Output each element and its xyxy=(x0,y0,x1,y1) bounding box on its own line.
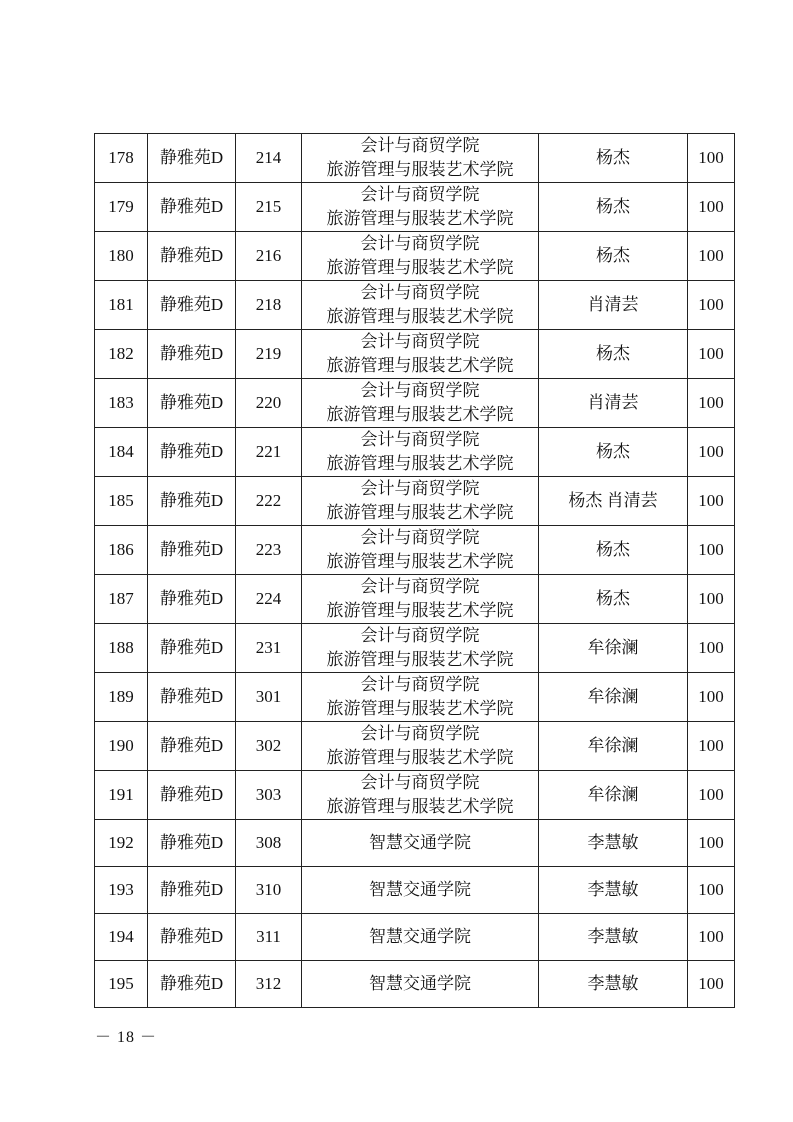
cell-person: 李慧敏 xyxy=(539,867,688,914)
cell-department xyxy=(302,379,539,428)
cell-department xyxy=(302,673,539,722)
cell-score: 100 xyxy=(688,624,735,673)
cell-department xyxy=(302,330,539,379)
cell-building: 静雅苑D xyxy=(148,379,236,428)
cell-room: 222 xyxy=(236,477,302,526)
table-row xyxy=(95,428,735,477)
cell-room: 214 xyxy=(236,134,302,183)
department-line: 旅游管理与服装艺术学院 xyxy=(326,650,514,669)
cell-person: 杨杰 xyxy=(539,575,688,624)
cell-score: 100 xyxy=(688,477,735,526)
cell-room: 221 xyxy=(236,428,302,477)
cell-number: 192 xyxy=(95,820,148,867)
table-body xyxy=(95,134,735,1008)
cell-score: 100 xyxy=(688,183,735,232)
cell-building: 静雅苑D xyxy=(148,526,236,575)
table-row xyxy=(95,914,735,961)
table-row xyxy=(95,232,735,281)
cell-department xyxy=(302,914,539,961)
table-row xyxy=(95,477,735,526)
cell-room: 223 xyxy=(236,526,302,575)
cell-person: 牟徐澜 xyxy=(539,624,688,673)
cell-person: 肖清芸 xyxy=(539,281,688,330)
department-line: 智慧交通学院 xyxy=(369,974,471,993)
cell-person: 李慧敏 xyxy=(539,961,688,1008)
cell-room: 310 xyxy=(236,867,302,914)
cell-building: 静雅苑D xyxy=(148,575,236,624)
cell-department xyxy=(302,820,539,867)
cell-room: 220 xyxy=(236,379,302,428)
department-line: 旅游管理与服装艺术学院 xyxy=(326,503,514,522)
department-line: 会计与商贸学院 xyxy=(360,332,480,351)
cell-number: 190 xyxy=(95,722,148,771)
table-row xyxy=(95,134,735,183)
cell-building: 静雅苑D xyxy=(148,183,236,232)
cell-number: 183 xyxy=(95,379,148,428)
cell-person: 牟徐澜 xyxy=(539,722,688,771)
department-line: 会计与商贸学院 xyxy=(360,577,480,596)
table-row xyxy=(95,722,735,771)
cell-score: 100 xyxy=(688,281,735,330)
cell-number: 188 xyxy=(95,624,148,673)
cell-number: 186 xyxy=(95,526,148,575)
cell-number: 194 xyxy=(95,914,148,961)
cell-person: 李慧敏 xyxy=(539,820,688,867)
cell-department xyxy=(302,428,539,477)
department-line: 旅游管理与服装艺术学院 xyxy=(326,699,514,718)
department-line: 会计与商贸学院 xyxy=(360,479,480,498)
cell-person: 杨杰 xyxy=(539,428,688,477)
cell-number: 189 xyxy=(95,673,148,722)
cell-score: 100 xyxy=(688,379,735,428)
department-line: 会计与商贸学院 xyxy=(360,626,480,645)
cell-score: 100 xyxy=(688,914,735,961)
cell-score: 100 xyxy=(688,820,735,867)
table-row xyxy=(95,330,735,379)
cell-room: 218 xyxy=(236,281,302,330)
cell-score: 100 xyxy=(688,771,735,820)
table-row xyxy=(95,961,735,1008)
cell-number: 191 xyxy=(95,771,148,820)
cell-room: 231 xyxy=(236,624,302,673)
cell-number: 181 xyxy=(95,281,148,330)
table-row xyxy=(95,526,735,575)
cell-department xyxy=(302,961,539,1008)
cell-number: 187 xyxy=(95,575,148,624)
cell-person: 杨杰 肖清芸 xyxy=(539,477,688,526)
cell-building: 静雅苑D xyxy=(148,961,236,1008)
cell-room: 312 xyxy=(236,961,302,1008)
cell-building: 静雅苑D xyxy=(148,771,236,820)
cell-room: 311 xyxy=(236,914,302,961)
cell-department xyxy=(302,771,539,820)
department-line: 智慧交通学院 xyxy=(369,880,471,899)
cell-person: 李慧敏 xyxy=(539,914,688,961)
page-number: － 18 － xyxy=(95,1029,158,1046)
cell-building: 静雅苑D xyxy=(148,673,236,722)
department-line: 旅游管理与服装艺术学院 xyxy=(326,454,514,473)
table-row xyxy=(95,183,735,232)
cell-department xyxy=(302,232,539,281)
department-line: 旅游管理与服装艺术学院 xyxy=(326,258,514,277)
cell-department xyxy=(302,183,539,232)
table-row xyxy=(95,624,735,673)
cell-score: 100 xyxy=(688,134,735,183)
department-line: 会计与商贸学院 xyxy=(360,234,480,253)
cell-department xyxy=(302,477,539,526)
department-line: 智慧交通学院 xyxy=(369,833,471,852)
cell-room: 219 xyxy=(236,330,302,379)
cell-building: 静雅苑D xyxy=(148,281,236,330)
cell-number: 195 xyxy=(95,961,148,1008)
cell-room: 224 xyxy=(236,575,302,624)
cell-room: 215 xyxy=(236,183,302,232)
cell-score: 100 xyxy=(688,673,735,722)
cell-building: 静雅苑D xyxy=(148,867,236,914)
cell-score: 100 xyxy=(688,961,735,1008)
cell-building: 静雅苑D xyxy=(148,722,236,771)
cell-building: 静雅苑D xyxy=(148,820,236,867)
cell-person: 杨杰 xyxy=(539,134,688,183)
cell-building: 静雅苑D xyxy=(148,134,236,183)
department-line: 旅游管理与服装艺术学院 xyxy=(326,307,514,326)
department-line: 旅游管理与服装艺术学院 xyxy=(326,552,514,571)
department-line: 会计与商贸学院 xyxy=(360,185,480,204)
cell-number: 182 xyxy=(95,330,148,379)
department-line: 会计与商贸学院 xyxy=(360,528,480,547)
inspection-table xyxy=(94,133,735,1008)
cell-building: 静雅苑D xyxy=(148,232,236,281)
table-row xyxy=(95,820,735,867)
cell-department xyxy=(302,134,539,183)
cell-building: 静雅苑D xyxy=(148,914,236,961)
department-line: 会计与商贸学院 xyxy=(360,430,480,449)
cell-department xyxy=(302,281,539,330)
department-line: 会计与商贸学院 xyxy=(360,773,480,792)
table-row xyxy=(95,867,735,914)
cell-score: 100 xyxy=(688,722,735,771)
department-line: 旅游管理与服装艺术学院 xyxy=(326,405,514,424)
cell-person: 杨杰 xyxy=(539,330,688,379)
cell-department xyxy=(302,867,539,914)
table-row xyxy=(95,281,735,330)
table-row xyxy=(95,771,735,820)
table-row xyxy=(95,575,735,624)
department-line: 旅游管理与服装艺术学院 xyxy=(326,209,514,228)
cell-department xyxy=(302,526,539,575)
cell-number: 193 xyxy=(95,867,148,914)
department-line: 会计与商贸学院 xyxy=(360,675,480,694)
cell-person: 肖清芸 xyxy=(539,379,688,428)
cell-number: 184 xyxy=(95,428,148,477)
department-line: 旅游管理与服装艺术学院 xyxy=(326,356,514,375)
department-line: 会计与商贸学院 xyxy=(360,283,480,302)
cell-score: 100 xyxy=(688,330,735,379)
cell-person: 牟徐澜 xyxy=(539,673,688,722)
cell-building: 静雅苑D xyxy=(148,477,236,526)
department-line: 旅游管理与服装艺术学院 xyxy=(326,797,514,816)
cell-number: 179 xyxy=(95,183,148,232)
cell-number: 185 xyxy=(95,477,148,526)
cell-number: 178 xyxy=(95,134,148,183)
cell-person: 牟徐澜 xyxy=(539,771,688,820)
cell-score: 100 xyxy=(688,232,735,281)
department-line: 会计与商贸学院 xyxy=(360,136,480,155)
cell-building: 静雅苑D xyxy=(148,624,236,673)
cell-score: 100 xyxy=(688,526,735,575)
cell-score: 100 xyxy=(688,867,735,914)
cell-score: 100 xyxy=(688,428,735,477)
department-line: 旅游管理与服装艺术学院 xyxy=(326,601,514,620)
department-line: 旅游管理与服装艺术学院 xyxy=(326,748,514,767)
cell-department xyxy=(302,575,539,624)
cell-score: 100 xyxy=(688,575,735,624)
department-line: 智慧交通学院 xyxy=(369,927,471,946)
cell-room: 303 xyxy=(236,771,302,820)
cell-building: 静雅苑D xyxy=(148,428,236,477)
cell-room: 301 xyxy=(236,673,302,722)
cell-person: 杨杰 xyxy=(539,183,688,232)
table-row xyxy=(95,379,735,428)
cell-number: 180 xyxy=(95,232,148,281)
department-line: 会计与商贸学院 xyxy=(360,381,480,400)
cell-person: 杨杰 xyxy=(539,232,688,281)
cell-building: 静雅苑D xyxy=(148,330,236,379)
department-line: 旅游管理与服装艺术学院 xyxy=(326,160,514,179)
cell-room: 308 xyxy=(236,820,302,867)
department-line: 会计与商贸学院 xyxy=(360,724,480,743)
cell-room: 216 xyxy=(236,232,302,281)
cell-room: 302 xyxy=(236,722,302,771)
cell-department xyxy=(302,624,539,673)
cell-person: 杨杰 xyxy=(539,526,688,575)
cell-department xyxy=(302,722,539,771)
table-row xyxy=(95,673,735,722)
